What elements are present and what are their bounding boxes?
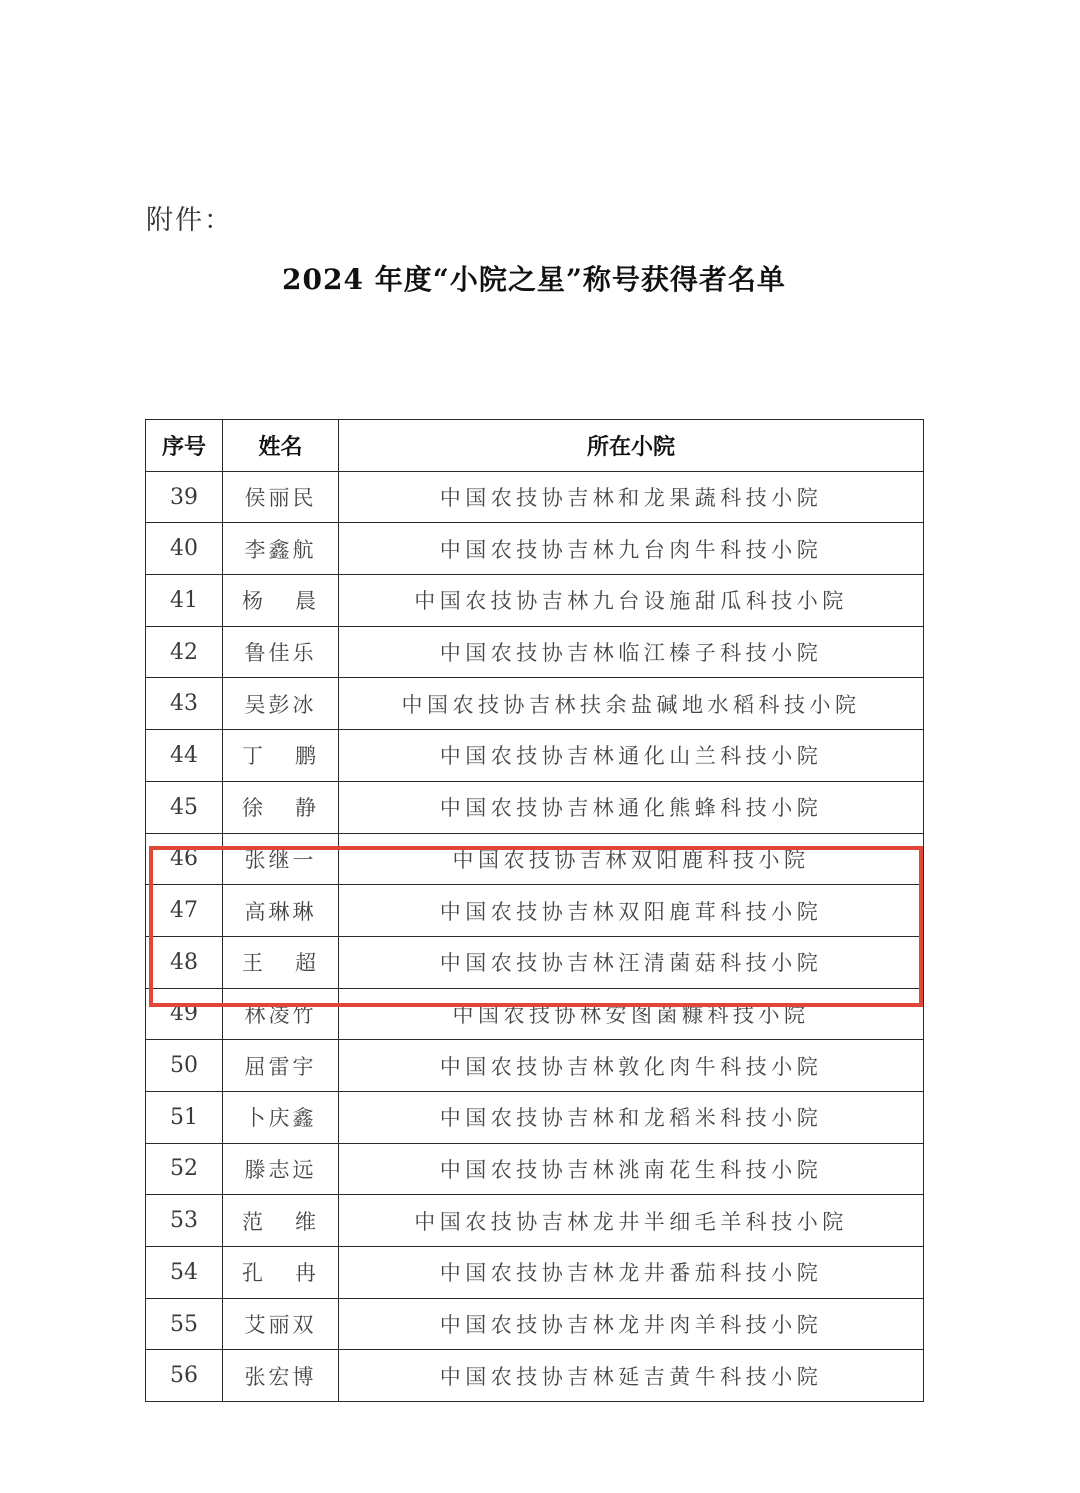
row-yard: 中国农技协吉林龙井半细毛羊科技小院 — [339, 1195, 924, 1247]
row-yard: 中国农技协吉林敦化肉牛科技小院 — [339, 1040, 924, 1092]
row-name: 屈雷宇 — [223, 1040, 339, 1092]
row-name: 丁 鹏 — [223, 730, 339, 782]
row-name: 徐 静 — [223, 781, 339, 833]
table-row — [146, 730, 924, 782]
row-yard: 中国农技协吉林临江榛子科技小院 — [339, 626, 924, 678]
row-index: 50 — [146, 1040, 223, 1092]
attachment-label: 附件： — [146, 205, 233, 236]
row-index: 55 — [146, 1298, 223, 1350]
header-index: 序号 — [146, 420, 223, 472]
row-name: 范 维 — [223, 1195, 339, 1247]
row-yard: 中国农技协吉林延吉黄牛科技小院 — [339, 1350, 924, 1402]
table-row — [146, 1091, 924, 1143]
table-row — [146, 1143, 924, 1195]
row-index: 44 — [146, 730, 223, 782]
row-name: 艾丽双 — [223, 1298, 339, 1350]
row-yard: 中国农技协吉林扶余盐碱地水稻科技小院 — [339, 678, 924, 730]
row-name: 张宏博 — [223, 1350, 339, 1402]
row-yard: 中国农技协林安图菌糠科技小院 — [339, 988, 924, 1040]
row-yard: 中国农技协吉林龙井肉羊科技小院 — [339, 1298, 924, 1350]
header-name: 姓名 — [223, 420, 339, 472]
row-name: 林凌竹 — [223, 988, 339, 1040]
row-name: 张继一 — [223, 833, 339, 885]
header-yard: 所在小院 — [339, 420, 924, 472]
row-name: 孔 冉 — [223, 1247, 339, 1299]
row-index: 48 — [146, 936, 223, 988]
table-row — [146, 575, 924, 627]
row-yard: 中国农技协吉林和龙果蔬科技小院 — [339, 471, 924, 523]
row-yard: 中国农技协吉林双阳鹿茸科技小院 — [339, 885, 924, 937]
winners-table — [145, 419, 924, 1402]
row-yard: 中国农技协吉林通化山兰科技小院 — [339, 730, 924, 782]
table-row — [146, 1040, 924, 1092]
row-index: 46 — [146, 833, 223, 885]
row-index: 40 — [146, 523, 223, 575]
table-row — [146, 1195, 924, 1247]
table-row — [146, 1298, 924, 1350]
row-name: 杨 晨 — [223, 575, 339, 627]
row-index: 52 — [146, 1143, 223, 1195]
row-index: 51 — [146, 1091, 223, 1143]
table-row — [146, 471, 924, 523]
table-row — [146, 988, 924, 1040]
row-name: 高琳琳 — [223, 885, 339, 937]
table-row — [146, 1247, 924, 1299]
row-yard: 中国农技协吉林九台设施甜瓜科技小院 — [339, 575, 924, 627]
row-index: 41 — [146, 575, 223, 627]
row-name: 王 超 — [223, 936, 339, 988]
table-row — [146, 678, 924, 730]
table-row — [146, 523, 924, 575]
page-title: 2024 年度“小院之星”称号获得者名单 — [282, 263, 786, 296]
table-body — [146, 471, 924, 1401]
row-yard: 中国农技协吉林洮南花生科技小院 — [339, 1143, 924, 1195]
row-index: 53 — [146, 1195, 223, 1247]
table-row — [146, 626, 924, 678]
row-index: 43 — [146, 678, 223, 730]
row-yard: 中国农技协吉林和龙稻米科技小院 — [339, 1091, 924, 1143]
row-index: 42 — [146, 626, 223, 678]
table-header-row — [146, 420, 924, 472]
row-index: 49 — [146, 988, 223, 1040]
table-row — [146, 885, 924, 937]
row-yard: 中国农技协吉林龙井番茄科技小院 — [339, 1247, 924, 1299]
row-name: 鲁佳乐 — [223, 626, 339, 678]
row-index: 45 — [146, 781, 223, 833]
row-name: 李鑫航 — [223, 523, 339, 575]
row-name: 滕志远 — [223, 1143, 339, 1195]
row-yard: 中国农技协吉林九台肉牛科技小院 — [339, 523, 924, 575]
row-name: 卜庆鑫 — [223, 1091, 339, 1143]
row-index: 39 — [146, 471, 223, 523]
row-index: 54 — [146, 1247, 223, 1299]
row-yard: 中国农技协吉林双阳鹿科技小院 — [339, 833, 924, 885]
table-row — [146, 781, 924, 833]
row-yard: 中国农技协吉林汪清菌菇科技小院 — [339, 936, 924, 988]
table-row — [146, 1350, 924, 1402]
row-name: 吴彭冰 — [223, 678, 339, 730]
row-yard: 中国农技协吉林通化熊蜂科技小院 — [339, 781, 924, 833]
row-name: 侯丽民 — [223, 471, 339, 523]
table-row — [146, 936, 924, 988]
row-index: 47 — [146, 885, 223, 937]
row-index: 56 — [146, 1350, 223, 1402]
table-row — [146, 833, 924, 885]
